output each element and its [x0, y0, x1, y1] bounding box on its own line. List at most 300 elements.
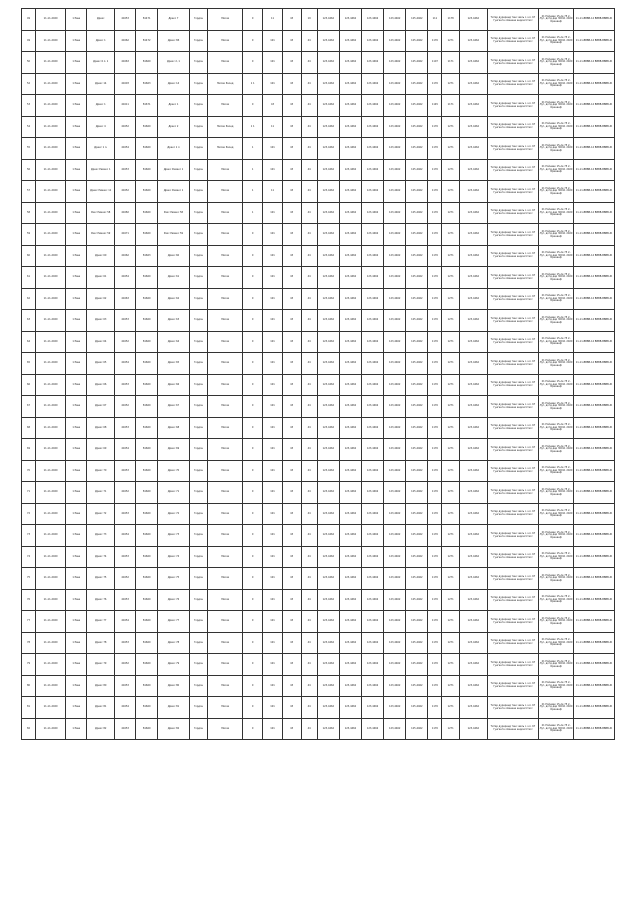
table-cell: Тетар дуреренд тенс аиль с.ч.л. 67 тунгентн ойенене ендоисстесс: [487, 310, 538, 332]
table-cell: 1 Pasa: [66, 181, 87, 203]
table-cell: 67: [22, 396, 36, 418]
table-cell: 1271: [442, 203, 459, 224]
table-cell: 123,4462: [317, 138, 339, 160]
table-cell: 81660: [136, 138, 158, 160]
table-cell: 123,4462: [362, 160, 384, 181]
table-cell: Мисак: [208, 633, 243, 654]
table-cell: 44: [301, 74, 317, 95]
table-row: [22, 289, 615, 310]
table-cell: 1 Pasa: [66, 482, 87, 504]
table-cell: Дрекс 2, 1: [158, 52, 189, 74]
table-cell: 1: [243, 160, 263, 181]
table-cell: 11-11-ВВВВ-14 ВВВВ-ВВВВ-Ж: [574, 568, 615, 590]
table-cell: 123,4462: [384, 246, 406, 267]
table-cell: Дрекс Ремекс 1: [158, 160, 189, 181]
table-cell: Гордон: [189, 547, 208, 568]
table-cell: 1176: [428, 590, 442, 611]
table-cell: 1176: [428, 439, 442, 461]
table-cell: 44: [301, 461, 317, 482]
table-cell: 81660: [136, 203, 158, 224]
table-cell: Дрекс 64: [87, 332, 115, 353]
table-cell: 0: [243, 633, 263, 654]
table-cell: 0: [243, 568, 263, 590]
table-cell: Тетар дуреренд тенс аиль с.ч.л. 67 тунгентн ойенене ендоисстесс: [487, 676, 538, 697]
table-cell: 125,4462: [406, 74, 428, 95]
table-cell: 123,4462: [362, 224, 384, 246]
table-cell: 44: [301, 719, 317, 740]
table-cell: 11-11-ВВВВ-14 ВВВВ-ВВВВ-Ж: [574, 676, 615, 697]
table-cell: Мисак: [208, 181, 243, 203]
table-cell: 125,4462: [406, 95, 428, 117]
table-cell: 44: [301, 633, 317, 654]
table-cell: 1271: [442, 310, 459, 332]
table-cell: 1: [243, 181, 263, 203]
table-cell: 41653: [115, 310, 136, 332]
table-cell: Мисак: [208, 418, 243, 439]
table-cell: 11-11-ВВВВ-14 ВВВВ-ВВВВ-Ж: [574, 332, 615, 353]
table-cell: 125,4462: [406, 461, 428, 482]
table-cell: 21 Ройнаек 15-ле 75 2-Луг, дотд дер 30011 2020 Оренанф: [539, 95, 574, 117]
table-cell: 101: [263, 547, 283, 568]
table-cell: Гордон: [189, 95, 208, 117]
table-cell: Дрекс 14: [87, 74, 115, 95]
table-cell: Рекс Ремекс 58: [158, 203, 189, 224]
table-cell: 123,4462: [317, 590, 339, 611]
table-cell: 0: [243, 267, 263, 289]
table-row: [22, 418, 615, 439]
table-cell: Дрекс 82: [158, 719, 189, 740]
table-cell: Тетар дуреренд тенс аиль с.ч.л. 67 тунгентн ойенене ендоисстесс: [487, 654, 538, 676]
table-cell: 0: [243, 95, 263, 117]
table-cell: 0: [243, 52, 263, 74]
table-cell: 44: [301, 396, 317, 418]
table-cell: 101: [263, 633, 283, 654]
table-cell: 11-11-2020: [35, 482, 65, 504]
table-cell: 123,4462: [384, 611, 406, 633]
table-cell: 101: [263, 504, 283, 525]
table-cell: 123,4462: [459, 332, 487, 353]
table-cell: 1271: [442, 246, 459, 267]
table-cell: Дрекс 66: [158, 375, 189, 396]
table-cell: 1176: [428, 224, 442, 246]
table-cell: Дрекс 80: [87, 676, 115, 697]
table-cell: Мисак: [208, 590, 243, 611]
table-cell: 11-11-ВВВВ-14 ВВВВ-ВВВВ-Ж: [574, 375, 615, 396]
table-cell: 1 Pasa: [66, 203, 87, 224]
table-cell: 123,4462: [317, 547, 339, 568]
table-cell: 1176: [428, 289, 442, 310]
table-cell: 125,4462: [406, 676, 428, 697]
table-cell: 43: [282, 375, 301, 396]
table-cell: Тетар дуреренд тенс аиль с.ч.л. 67 тунгентн ойенене ендоисстесс: [487, 138, 538, 160]
table-cell: 43: [282, 117, 301, 138]
table-cell: 11-11-2020: [35, 310, 65, 332]
table-cell: 11-11-2020: [35, 138, 65, 160]
table-cell: 125,4462: [406, 482, 428, 504]
table-row: [22, 590, 615, 611]
table-cell: 43: [282, 439, 301, 461]
table-cell: 123,4462: [384, 568, 406, 590]
table-cell: Дрекс 71: [87, 482, 115, 504]
table-cell: 11-11-ВВВВ-14 ВВВВ-ВВВВ-Ж: [574, 719, 615, 740]
table-cell: Дрекс 62: [158, 289, 189, 310]
table-cell: 41653: [115, 719, 136, 740]
table-cell: 43: [282, 31, 301, 52]
table-cell: 123,4462: [459, 375, 487, 396]
table-cell: 1 1: [243, 74, 263, 95]
table-cell: 43: [282, 332, 301, 353]
table-cell: 11-11-2020: [35, 52, 65, 74]
table-cell: 81660: [136, 310, 158, 332]
table-cell: Дрекс 1: [87, 95, 115, 117]
table-cell: 125,4462: [406, 697, 428, 719]
table-cell: 43: [282, 697, 301, 719]
table-cell: Гордон: [189, 52, 208, 74]
table-cell: 41654: [115, 267, 136, 289]
table-cell: 125,4462: [406, 525, 428, 547]
table-cell: 0: [243, 310, 263, 332]
table-cell: Дрекс 63: [87, 310, 115, 332]
table-cell: 11-11-ВВВВ-14 ВВВВ-ВВВВ-Ж: [574, 461, 615, 482]
table-cell: 41653: [115, 375, 136, 396]
table-cell: 43: [282, 676, 301, 697]
table-cell: 73: [22, 525, 36, 547]
table-cell: 41652: [115, 396, 136, 418]
table-cell: Мисак: [208, 203, 243, 224]
table-cell: 44: [301, 353, 317, 375]
table-cell: Дрекс 69: [87, 439, 115, 461]
table-cell: 125,4462: [406, 267, 428, 289]
table-cell: 101: [263, 31, 283, 52]
table-row: [22, 353, 615, 375]
table-cell: 125,4462: [406, 590, 428, 611]
table-cell: 11-11-2020: [35, 439, 65, 461]
table-cell: 123,4462: [317, 203, 339, 224]
table-cell: 44: [301, 310, 317, 332]
table-cell: 1 Pasa: [66, 332, 87, 353]
table-cell: Гордон: [189, 267, 208, 289]
table-cell: 43: [282, 654, 301, 676]
table-cell: 21 Ройнаек 15-ле 75 2-Луг, дотд дер 30011 2020 Оренанф: [539, 611, 574, 633]
table-cell: Тетар дуреренд тенс аиль с.ч.л. 67 тунгентн ойенене ендоисстесс: [487, 353, 538, 375]
table-cell: 44: [301, 52, 317, 74]
table-cell: Гордон: [189, 482, 208, 504]
table-cell: 81: [22, 697, 36, 719]
table-cell: 123,4462: [317, 74, 339, 95]
table-cell: Мисак: [208, 396, 243, 418]
table-cell: 125,4462: [406, 224, 428, 246]
table-cell: 21 Ройнаек 15-ле 75 2-Луг, дотд дер 30011 2020 Оренанф: [539, 547, 574, 568]
table-cell: 1 Pasa: [66, 654, 87, 676]
table-cell: 125,4462: [406, 332, 428, 353]
table-cell: 1 Pasa: [66, 117, 87, 138]
table-cell: 123,4462: [362, 181, 384, 203]
table-cell: 123,4462: [339, 719, 361, 740]
table-cell: 21 Ройнаек 15-ле 75 2-Луг, дотд дер 30011 2020 Оренанф: [539, 74, 574, 95]
table-cell: 43: [282, 267, 301, 289]
table-cell: Дрекс 65: [87, 353, 115, 375]
table-cell: 41653: [115, 461, 136, 482]
table-cell: 11-11-ВВВВ-14 ВВВВ-ВВВВ-Ж: [574, 160, 615, 181]
table-cell: 41654: [115, 611, 136, 633]
table-cell: 1176: [428, 74, 442, 95]
table-cell: 1 Pasa: [66, 547, 87, 568]
table-row: [22, 160, 615, 181]
table-cell: 1176: [428, 138, 442, 160]
table-cell: 101: [263, 160, 283, 181]
table-cell: 123,4462: [384, 676, 406, 697]
table-cell: 123,4462: [339, 181, 361, 203]
table-cell: 1271: [442, 633, 459, 654]
table-cell: 44: [301, 31, 317, 52]
table-cell: 1176: [428, 676, 442, 697]
table-cell: 101: [263, 525, 283, 547]
table-cell: 44: [301, 697, 317, 719]
table-cell: 125,4462: [406, 9, 428, 31]
table-cell: 43: [282, 568, 301, 590]
table-cell: 43: [282, 611, 301, 633]
table-cell: 123,4462: [317, 676, 339, 697]
table-cell: Тетар дуреренд тенс аиль с.ч.л. 67 тунгентн ойенене ендоисстесс: [487, 547, 538, 568]
table-cell: 43: [282, 590, 301, 611]
table-row: [22, 332, 615, 353]
table-cell: Мисак: [208, 611, 243, 633]
table-cell: 1 Pasa: [66, 590, 87, 611]
table-cell: 11-11-ВВВВ-14 ВВВВ-ВВВВ-Ж: [574, 267, 615, 289]
table-cell: 81660: [136, 482, 158, 504]
table-cell: 21 Ройнаек 15-ле 75 2-Луг, дотд дер 30011 2020 Оренанф: [539, 9, 574, 31]
table-cell: Дрекс 64: [158, 332, 189, 353]
table-cell: 123,4462: [339, 95, 361, 117]
table-cell: 123,4462: [459, 267, 487, 289]
table-cell: 123,4462: [459, 31, 487, 52]
table-row: [22, 482, 615, 504]
table-cell: Дрекс 70: [87, 461, 115, 482]
table-cell: 123,4462: [384, 181, 406, 203]
table-cell: Дрекс 75: [87, 568, 115, 590]
table-cell: 123,4462: [317, 396, 339, 418]
table-cell: 1176: [428, 418, 442, 439]
table-cell: Гордон: [189, 697, 208, 719]
table-cell: 123,4462: [317, 611, 339, 633]
table-cell: 123,4462: [384, 289, 406, 310]
table-cell: 123,4462: [459, 439, 487, 461]
table-cell: 1176: [428, 31, 442, 52]
table-cell: 81660: [136, 504, 158, 525]
table-cell: 11-11-2020: [35, 697, 65, 719]
table-cell: Мисак: [208, 267, 243, 289]
table-cell: Гордон: [189, 332, 208, 353]
table-cell: 44: [301, 181, 317, 203]
table-cell: 1 Pasa: [66, 525, 87, 547]
table-cell: Тетар дуреренд тенс аиль с.ч.л. 67 тунгентн ойенене ендоисстесс: [487, 31, 538, 52]
table-row: [22, 267, 615, 289]
table-cell: 41662: [115, 246, 136, 267]
table-cell: 101: [263, 396, 283, 418]
table-row: [22, 568, 615, 590]
table-cell: 101: [263, 267, 283, 289]
table-cell: 1176: [428, 482, 442, 504]
table-cell: 125,4462: [406, 310, 428, 332]
table-cell: 125,4462: [406, 654, 428, 676]
table-cell: 123,4462: [317, 246, 339, 267]
table-cell: 1176: [428, 203, 442, 224]
table-cell: 41652: [115, 654, 136, 676]
table-cell: 1 Pasa: [66, 697, 87, 719]
table-cell: 1271: [442, 697, 459, 719]
table-cell: 44: [301, 224, 317, 246]
table-cell: 1271: [442, 138, 459, 160]
table-cell: 43: [282, 289, 301, 310]
table-cell: 56: [22, 160, 36, 181]
table-cell: 123,4462: [362, 633, 384, 654]
table-cell: 50: [22, 52, 36, 74]
table-cell: 11: [263, 9, 283, 31]
table-cell: Мисак: [208, 310, 243, 332]
table-cell: 81660: [136, 52, 158, 74]
table-cell: Тетар дуреренд тенс аиль с.ч.л. 67 тунгентн ойенене ендоисстесс: [487, 181, 538, 203]
table-cell: 123,4462: [384, 375, 406, 396]
table-cell: 11-11-ВВВВ-14 ВВВВ-ВВВВ-Ж: [574, 654, 615, 676]
table-cell: Рекс Ремекс 58: [87, 203, 115, 224]
table-cell: Тетар дуреренд тенс аиль с.ч.л. 67 тунгентн ойенене ендоисстесс: [487, 439, 538, 461]
table-cell: 123,4462: [317, 375, 339, 396]
table-cell: 125,4462: [406, 289, 428, 310]
table-cell: Дрекс 68: [158, 418, 189, 439]
table-cell: 21 Ройнаек 15-ле 75 2-Луг, дотд дер 30011 2020 Оренанф: [539, 676, 574, 697]
table-cell: 44: [301, 611, 317, 633]
table-cell: Мисак: [208, 375, 243, 396]
table-cell: Дрекс 4: [87, 117, 115, 138]
table-cell: 123,4462: [384, 654, 406, 676]
table-cell: 52: [22, 74, 36, 95]
table-cell: 0: [243, 9, 263, 31]
table-cell: 41653: [115, 676, 136, 697]
table-cell: 1271: [442, 547, 459, 568]
table-cell: 123,4462: [339, 353, 361, 375]
table-cell: 11-11-2020: [35, 332, 65, 353]
table-cell: 1271: [442, 396, 459, 418]
table-cell: Мисак: [208, 31, 243, 52]
table-cell: Дрекс 68: [87, 418, 115, 439]
table-cell: 123,4462: [339, 590, 361, 611]
table-cell: 123,4462: [362, 310, 384, 332]
data-table: [21, 8, 615, 740]
table-cell: 44: [301, 676, 317, 697]
table-cell: 69: [22, 439, 36, 461]
table-cell: 43: [282, 504, 301, 525]
table-cell: 11-11-2020: [35, 95, 65, 117]
table-cell: 123,4462: [339, 375, 361, 396]
table-cell: 1 Pasa: [66, 461, 87, 482]
table-cell: 123,4462: [459, 396, 487, 418]
table-cell: 11-11-2020: [35, 719, 65, 740]
table-cell: 41653: [115, 504, 136, 525]
table-cell: 123,4462: [317, 697, 339, 719]
table-cell: Мисак: [208, 332, 243, 353]
table-cell: Тетар дуреренд тенс аиль с.ч.л. 67 тунгентн ойенене ендоисстесс: [487, 461, 538, 482]
table-cell: 43: [282, 719, 301, 740]
table-cell: 123,4462: [384, 482, 406, 504]
table-cell: 101: [263, 74, 283, 95]
table-cell: 1176: [428, 353, 442, 375]
table-cell: Гордон: [189, 74, 208, 95]
table-cell: 11-11-ВВВВ-14 ВВВВ-ВВВВ-Ж: [574, 138, 615, 160]
table-cell: 21 Ройнаек 15-ле 75 2-Луг, дотд дер 30011 2020 Оренанф: [539, 396, 574, 418]
table-cell: 123,4462: [362, 246, 384, 267]
table-cell: 101: [263, 697, 283, 719]
table-cell: 125,4462: [406, 117, 428, 138]
table-cell: 43: [282, 461, 301, 482]
table-cell: Тетар дуреренд тенс аиль с.ч.л. 67 тунгентн ойенене ендоисстесс: [487, 117, 538, 138]
table-cell: Дрекс 77: [87, 611, 115, 633]
table-cell: 44: [301, 160, 317, 181]
table-cell: 123,4462: [459, 310, 487, 332]
table-cell: 44: [301, 138, 317, 160]
table-cell: 123,4462: [362, 719, 384, 740]
table-cell: Мисак: [208, 547, 243, 568]
table-cell: Дрекс 70: [158, 461, 189, 482]
table-cell: 57: [22, 181, 36, 203]
table-cell: Дрекс 60: [158, 246, 189, 267]
table-cell: 1 Pasa: [66, 418, 87, 439]
table-cell: Гордон: [189, 439, 208, 461]
table-cell: 21 Ройнаек 15-ле 75 2-Луг, дотд дер 30011 2020 Оренанф: [539, 353, 574, 375]
table-cell: 41652: [115, 332, 136, 353]
table-cell: 43: [282, 74, 301, 95]
table-cell: Дрекс 78: [158, 633, 189, 654]
table-cell: Мисак: [208, 439, 243, 461]
table-cell: 0: [243, 224, 263, 246]
table-cell: 81660: [136, 181, 158, 203]
table-cell: 123,4462: [317, 160, 339, 181]
table-cell: 123,4462: [384, 31, 406, 52]
table-row: [22, 117, 615, 138]
table-cell: 0: [243, 396, 263, 418]
table-cell: 0: [243, 676, 263, 697]
table-cell: 0: [243, 289, 263, 310]
table-cell: Рекс Ремекс 59: [87, 224, 115, 246]
table-cell: Гордон: [189, 525, 208, 547]
table-cell: 43: [282, 224, 301, 246]
table-cell: 123,4462: [317, 31, 339, 52]
table-cell: 123,4462: [339, 224, 361, 246]
table-cell: 1176: [428, 547, 442, 568]
table-cell: 1271: [442, 568, 459, 590]
table-cell: 11-11-ВВВВ-14 ВВВВ-ВВВВ-Ж: [574, 74, 615, 95]
table-cell: 1145: [428, 95, 442, 117]
table-cell: Дрекс 75: [158, 568, 189, 590]
table-cell: 123,4462: [384, 461, 406, 482]
table-cell: 11-11-2020: [35, 31, 65, 52]
table-cell: 101: [263, 310, 283, 332]
table-cell: 1271: [442, 353, 459, 375]
table-cell: 123,4462: [459, 138, 487, 160]
table-cell: 123,4462: [384, 719, 406, 740]
table-cell: 123,4462: [317, 332, 339, 353]
table-cell: 81471: [136, 9, 158, 31]
table-cell: 123,4462: [339, 203, 361, 224]
table-cell: 43: [282, 525, 301, 547]
table-cell: 123,4462: [339, 246, 361, 267]
table-cell: 1 Pasa: [66, 676, 87, 697]
table-cell: 11-11-ВВВВ-14 ВВВВ-ВВВВ-Ж: [574, 547, 615, 568]
table-cell: 1 Pasa: [66, 633, 87, 654]
table-cell: 43: [282, 203, 301, 224]
table-cell: 1271: [442, 31, 459, 52]
table-cell: 11-11-2020: [35, 547, 65, 568]
table-cell: 123,4462: [362, 267, 384, 289]
